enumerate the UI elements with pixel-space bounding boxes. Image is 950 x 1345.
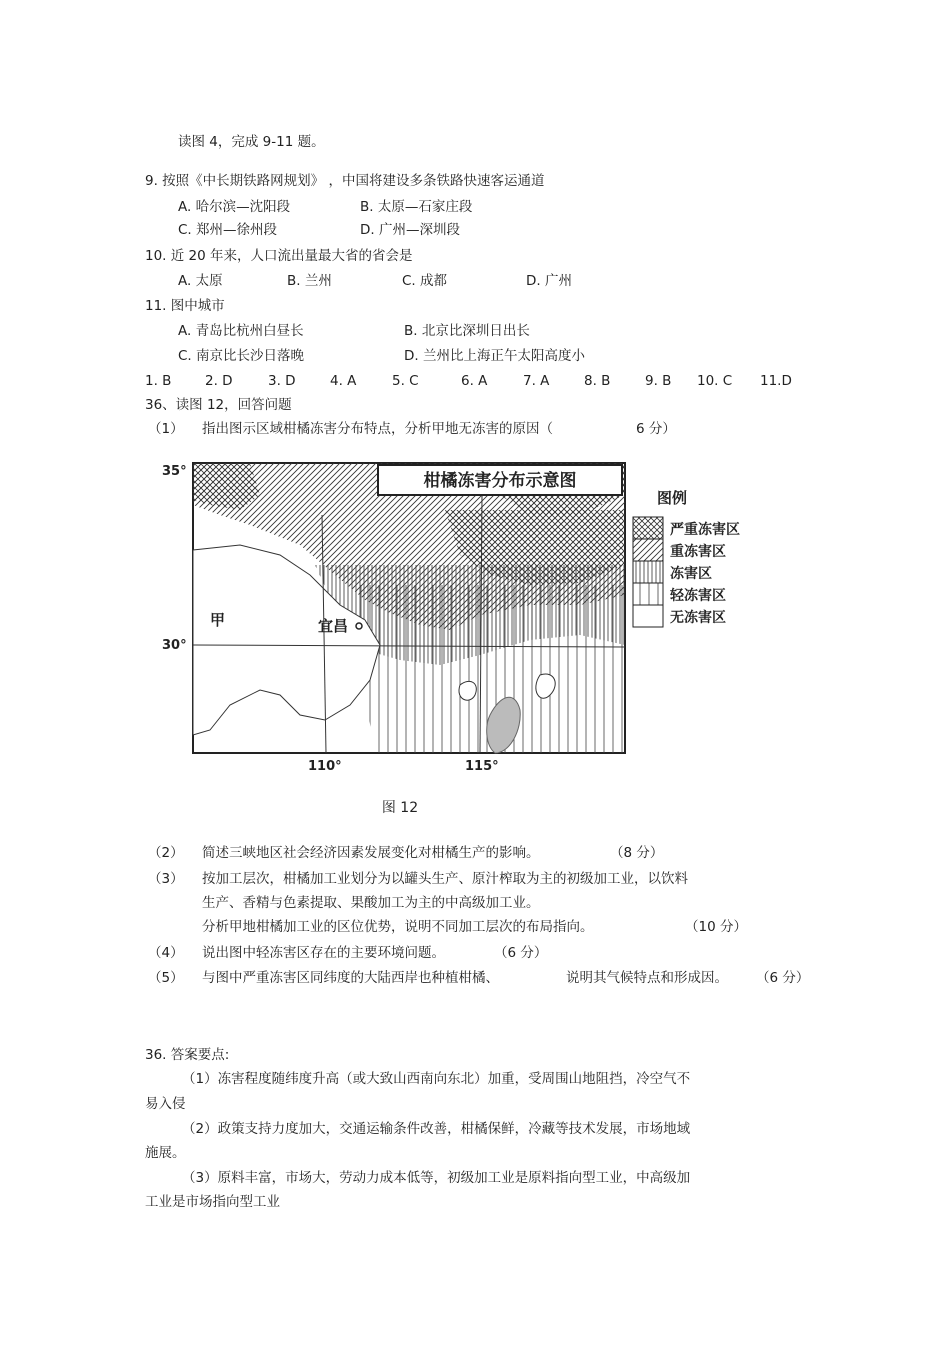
legend-label-severe: 严重冻害区 <box>670 522 740 538</box>
legend-label-frost: 冻害区 <box>670 566 712 582</box>
citrus-frost-map <box>150 455 800 835</box>
question-10-option-c: C. 成都 <box>402 273 448 289</box>
answer-7: 7. A <box>523 373 550 389</box>
answer-key-1-line2: 易入侵 <box>145 1096 186 1112</box>
question-10-option-d: D. 广州 <box>526 273 572 289</box>
q36-sub4-num: （4） <box>148 945 184 961</box>
q36-sub3-score: （10 分） <box>685 919 747 935</box>
q36-sub5-score: （6 分） <box>756 970 810 986</box>
place-yichang: 宜昌 <box>318 617 349 635</box>
q36-sub3-line3: 分析甲地柑橘加工业的区位优势，说明不同加工层次的布局指向。 <box>202 919 594 935</box>
answer-4: 4. A <box>330 373 357 389</box>
q36-sub1-score: 6 分） <box>636 421 676 437</box>
legend-label-light: 轻冻害区 <box>670 588 726 604</box>
q36-sub1-num: （1） <box>148 421 184 437</box>
answer-2: 2. D <box>205 373 233 389</box>
lake-1 <box>459 681 476 700</box>
answer-3: 3. D <box>268 373 296 389</box>
question-36-title: 36、读图 12，回答问题 <box>145 397 292 413</box>
legend-label-none: 无冻害区 <box>670 610 726 626</box>
answer-1: 1. B <box>145 373 172 389</box>
map-caption: 图 12 <box>381 800 419 816</box>
answer-6: 6. A <box>461 373 488 389</box>
legend-swatch-severe <box>633 517 663 539</box>
lon-label-115: 115° <box>465 759 499 774</box>
map-title: 柑橘冻害分布示意图 <box>423 471 577 491</box>
legend-swatch-heavy <box>633 539 663 561</box>
lat-label-30: 30° <box>162 638 187 653</box>
answer-9: 9. B <box>645 373 672 389</box>
question-11-option-b: B. 北京比深圳日出长 <box>404 323 530 339</box>
q36-sub5-text: 与图中严重冻害区同纬度的大陆西岸也种植柑橘、 <box>202 970 499 986</box>
answer-key-2-line2: 施展。 <box>145 1145 186 1161</box>
question-11-option-c: C. 南京比长沙日落晚 <box>178 348 305 364</box>
legend-title: 图例 <box>657 489 688 507</box>
question-10-option-a: A. 太原 <box>178 273 223 289</box>
q36-sub5-num: （5） <box>148 970 184 986</box>
question-10-stem: 10. 近 20 年来，人口流出量最大省的省会是 <box>145 248 413 264</box>
question-11-option-a: A. 青岛比杭州白昼长 <box>178 323 304 339</box>
question-11-stem: 11. 图中城市 <box>145 298 225 314</box>
question-9-stem: 9. 按照《中长期铁路网规划》 ，中国将建设多条铁路快速客运通道 <box>145 173 545 189</box>
q36-sub4-score: （6 分） <box>494 945 548 961</box>
q36-sub4-text: 说出图中轻冻害区存在的主要环境问题。 <box>202 945 445 961</box>
q36-sub2-score: （8 分） <box>610 845 664 861</box>
question-11-option-d: D. 兰州比上海正午太阳高度小 <box>404 348 585 364</box>
yichang-marker <box>356 623 362 629</box>
legend-swatch-frost <box>633 561 663 583</box>
answer-key-2-line1: （2）政策支持力度加大，交通运输条件改善，柑橘保鲜，冷藏等技术发展，市场地域 <box>182 1121 691 1137</box>
answer-key-title: 36. 答案要点: <box>145 1047 230 1063</box>
intro-text: 读图 4，完成 9-11 题。 <box>178 134 325 150</box>
answer-key-1-line1: （1）冻害程度随纬度升高（或大致山西南向东北）加重，受周围山地阻挡，冷空气不 <box>182 1071 691 1087</box>
answer-8: 8. B <box>584 373 611 389</box>
question-9-option-c: C. 郑州—徐州段 <box>178 222 278 238</box>
legend-label-heavy: 重冻害区 <box>670 544 726 560</box>
legend-swatch-none <box>633 605 663 627</box>
answer-11: 11.D <box>760 373 792 389</box>
question-9-option-a: A. 哈尔滨—沈阳段 <box>178 199 291 215</box>
question-10-option-b: B. 兰州 <box>287 273 332 289</box>
q36-sub2-text: 简述三峡地区社会经济因素发展变化对柑橘生产的影响。 <box>202 845 540 861</box>
answer-5: 5. C <box>392 373 419 389</box>
q36-sub5-text2: 说明其气候特点和形成因。 <box>566 970 728 986</box>
q36-sub3-line2: 生产、香精与色素提取、果酸加工为主的中高级加工业。 <box>202 895 540 911</box>
answer-key-3-line2: 工业是市场指向型工业 <box>145 1194 280 1210</box>
q36-sub3-line1: 按加工层次，柑橘加工业划分为以罐头生产、原汁榨取为主的初级加工业，以饮料 <box>202 871 688 887</box>
question-9-option-d: D. 广州—深圳段 <box>360 222 460 238</box>
legend-swatch-light <box>633 583 663 605</box>
q36-sub1-text: 指出图示区域柑橘冻害分布特点，分析甲地无冻害的原因（ <box>202 421 553 437</box>
q36-sub3-num: （3） <box>148 871 184 887</box>
question-9-option-b: B. 太原—石家庄段 <box>360 199 473 215</box>
answer-key-3-line1: （3）原料丰富，市场大，劳动力成本低等，初级加工业是原料指向型工业，中高级加 <box>182 1170 691 1186</box>
lat-label-35: 35° <box>162 464 187 479</box>
lon-label-110: 110° <box>308 759 342 774</box>
q36-sub2-num: （2） <box>148 845 184 861</box>
answer-10: 10. C <box>697 373 733 389</box>
place-jia: 甲 <box>210 611 226 629</box>
